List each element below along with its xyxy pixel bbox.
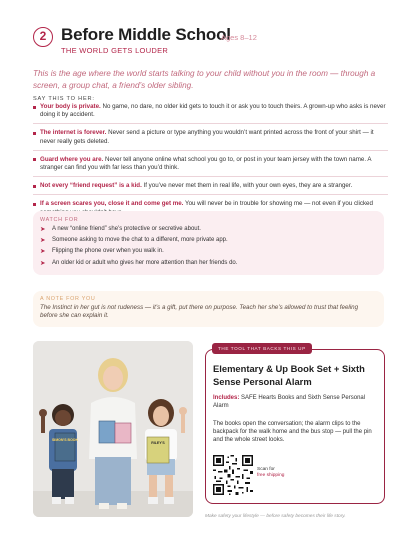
photo-illustration bbox=[33, 341, 193, 517]
product-title: Elementary & Up Book Set + Sixth Sense Personal Alarm bbox=[213, 363, 365, 387]
product-includes bbox=[213, 394, 379, 410]
bullet-square-icon bbox=[33, 185, 36, 188]
page-subtitle: THE WORLD GETS LOUDER bbox=[61, 46, 169, 55]
say-item bbox=[33, 103, 388, 124]
say-item bbox=[33, 156, 388, 177]
book-title-1: SIMON'S BOOK bbox=[51, 438, 79, 442]
watch-item bbox=[40, 248, 377, 255]
section-header bbox=[33, 25, 396, 61]
say-item-lead: Guard where you are. bbox=[40, 155, 104, 163]
say-item bbox=[33, 129, 388, 150]
product-card[interactable] bbox=[205, 346, 385, 504]
note-text: The Instinct in her gut is not rudeness — it’s a gift, put there on purpose. Teach her she’s allowed to trust that feeling before she can explain it. bbox=[40, 304, 359, 320]
watch-item-text: A new “online friend” she’s protective or secretive about. bbox=[52, 226, 201, 232]
age-range: Ages 8–12 bbox=[221, 33, 257, 42]
note-box bbox=[33, 291, 384, 327]
footer-tagline: Make safety your lifestyle — before safety becomes their life story. bbox=[205, 514, 346, 519]
arrow-right-icon: ➤ bbox=[40, 237, 46, 245]
say-item-lead: Your body is private. bbox=[40, 103, 101, 110]
includes-text: SAFE Hearts Books and Sixth Sense Personal Alarm bbox=[213, 395, 366, 409]
bullet-square-icon bbox=[33, 158, 36, 161]
bullet-square-icon bbox=[33, 106, 36, 109]
say-item-text: If you’ve never met them in real life, with your own eyes, they are a stranger. bbox=[141, 182, 353, 190]
product-description: The books open the conversation; the alarm clips to the backpack for the walk home and the bus stop — pull the pin and the whole street looks. bbox=[213, 421, 372, 443]
scan-caption bbox=[257, 467, 284, 479]
intro-text: This is the age where the world starts talking to your child without you in the room — through a screen, a group chat, a friend’s older sibling. bbox=[33, 69, 376, 90]
scan-shipping-label: free shipping bbox=[257, 473, 285, 478]
watch-for-box bbox=[33, 211, 384, 275]
say-item-text: No game, no dare, no older kid gets to touch it or ask you to touch theirs. A grown-up who asks is never doing it by accident. bbox=[40, 103, 386, 119]
say-item-lead: If a screen scares you, close it and come get me. bbox=[40, 200, 184, 208]
arrow-right-icon: ➤ bbox=[40, 226, 46, 233]
watch-item bbox=[40, 260, 377, 267]
say-item bbox=[33, 182, 388, 195]
family-photo bbox=[33, 341, 193, 517]
say-item-text: Never tell anyone online what school you go to, or post in your team jersey with the town name. A stranger can find you with far less than you’d think. bbox=[40, 155, 372, 172]
say-this-list bbox=[33, 103, 388, 226]
section-number-badge: 2 bbox=[33, 27, 53, 47]
watch-item-text: An older kid or adult who gives her more attention than her friends do. bbox=[52, 259, 238, 266]
say-item-lead: Not every “friend request” is a kid. bbox=[40, 182, 142, 190]
bullet-square-icon bbox=[33, 132, 36, 135]
includes-label: Includes: bbox=[213, 395, 240, 401]
say-item-lead: The internet is forever. bbox=[40, 129, 107, 137]
watch-for-list bbox=[40, 226, 377, 267]
watch-item bbox=[40, 226, 377, 233]
scan-label: Scan for bbox=[257, 467, 275, 472]
say-item-text: Never send a picture or type anything you wouldn’t want printed across the front of your shirt — it never really gets deleted. bbox=[40, 129, 374, 145]
book-title-2: RILEY'S bbox=[151, 441, 165, 445]
page-title: Before Middle School bbox=[61, 25, 231, 44]
watch-for-label: WATCH FOR bbox=[40, 217, 79, 223]
say-item-text: You will never be in trouble for showing me — not even if you clicked bbox=[185, 200, 373, 208]
qr-code-icon[interactable] bbox=[213, 455, 253, 495]
arrow-right-icon: ➤ bbox=[40, 259, 46, 267]
watch-item-text: Someone asking to move the chat to a different, more private app. bbox=[52, 237, 228, 244]
watch-item bbox=[40, 237, 377, 244]
watch-item-text: Flipping the phone over when you walk in. bbox=[52, 248, 164, 255]
say-this-label: SAY THIS TO HER: bbox=[33, 96, 95, 102]
note-label: A NOTE FOR YOU bbox=[40, 296, 96, 302]
bullet-square-icon bbox=[33, 203, 36, 206]
product-tag: THE TOOL THAT BACKS THIS UP bbox=[212, 343, 312, 354]
arrow-right-icon: ➤ bbox=[40, 248, 46, 256]
